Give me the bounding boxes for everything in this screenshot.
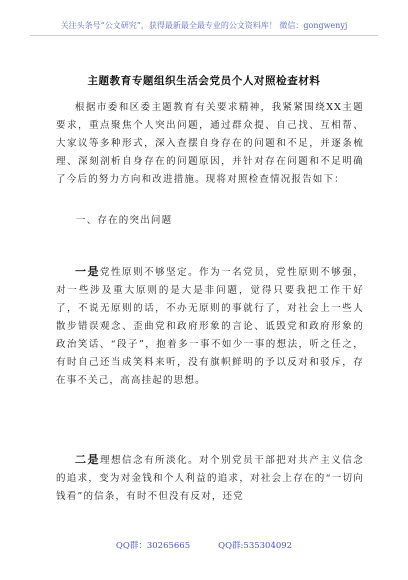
item-1-text: 党性原则不够坚定。作为一名党员，党性原则不够强，对一些涉及重大原则的是大是非问题，觉得只要我把工作干好了，不说无原则的话，不办无原则的事就行了，对社会上一些人散步错误观念、歪曲党和政府形象的言论、诋毁党和政府形象的政治笑话、“段子”，抱着多一事不如少一事的想法，听之任之，有时自己还当成笑料来听，没有旗帜鲜明的予以反对和驳斥，存在事不关己，高高挂起的思想。 xyxy=(56,267,364,386)
footer-qq-group-1: QQ群：30265665 xyxy=(115,541,191,551)
intro-paragraph: 根据市委和区委主题教育有关要求精神，我紧紧围绕XX主题要求，重点聚焦个人突出问题，通过群众提、自己找、互相帮、大家议等多种形式，深入查摆自身存在的问题和不足，并逐条梳理、深刻剖析自身存在的问题原因，并针对存在问题和不足明确了今后的努力方向和改进措施。现将对照检查情况报告如下： xyxy=(56,102,364,185)
footer-contact xyxy=(30,539,378,551)
item-2-lead: 二是 xyxy=(75,453,101,466)
item-1-paragraph xyxy=(56,263,364,390)
footer-qq-group-2: QQ群:535304092 xyxy=(218,541,293,551)
item-2-text: 理想信念有所淡化。对个别党员干部把对共产主义信念的追求，变为对金钱和个人利益的追求，对社会上存在的“一切向钱看”的信条，有时不但没有反对，还党 xyxy=(56,455,364,502)
section-heading: 一、存在的突出问题 xyxy=(76,215,173,226)
item-1-lead: 一是 xyxy=(75,265,101,278)
document-title: 主题教育专题组织生活会党员个人对照检查材料 xyxy=(87,75,321,87)
header-banner: 关注头条号“公文研究”，获得最新最全最专业的公文资料库！ 微信：gongwenyj xyxy=(30,20,378,36)
item-2-paragraph xyxy=(56,451,364,506)
